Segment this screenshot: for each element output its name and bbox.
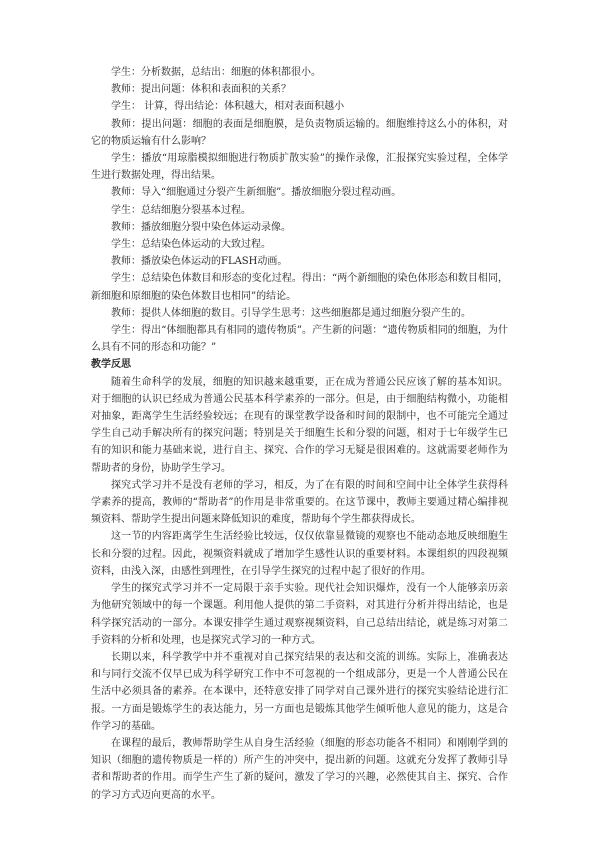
section-heading: 教学反思 bbox=[91, 359, 131, 371]
dialogue-line-13: 学生：得出“体细胞都具有相同的遗传物质”。产生新的问题：“遗传物质相同的细胞，为什么具有不同的形态和功能？” bbox=[91, 325, 508, 354]
reflection-paragraph: 随着生命科学的发展，细胞的知识越来越重要，正在成为普通公民应该了解的基本知识。对于细胞的认识已经成为普通公民基本科学素养的一部分。但是，由于细胞结构微小，功能相对抽象，距离学生生活经验较远；在现有的课堂教学设备和时间的限制中，也不可能完全通过学生自己动手解决所有的探究问题；特别是关于细胞生长和分裂的问题，相对于七年级学生已有的知识和能力基础来说，进行自主、探究、合作的学习无疑是很困难的。这就需要老师作为帮助者的身份，协助学生学习。 bbox=[91, 376, 508, 474]
dialogue-line-1: 学生：分析数据，总结出：细胞的体积都很小。 bbox=[111, 67, 321, 78]
dialogue-line-9: 学生：总结染色体运动的大致过程。 bbox=[111, 239, 271, 251]
dialogue-line-7: 学生：总结细胞分裂基本过程。 bbox=[111, 204, 251, 216]
dialogue-line-6: 教师：导入“细胞通过分裂产生新细胞”。播放细胞分裂过程动画。 bbox=[111, 187, 402, 199]
dialogue-line-3: 学生： 计算，得出结论：体积越大，相对表面积越小 bbox=[111, 101, 345, 113]
document-page bbox=[91, 64, 508, 804]
dialogue-line-12: 教师：提供人体细胞的数目。引导学生思考：这些细胞都是通过细胞分裂产生的。 bbox=[111, 307, 471, 319]
reflection-paragraph: 在课程的最后，教师帮助学生从自身生活经验（细胞的形态功能各不相同）和刚刚学到的知识（细胞的遗传物质是一样的）所产生的冲突中，提出新的问题。这就充分发挥了教师引导者和帮助者的作用。而学生产生了新的疑问，激发了学习的兴趣，必然使其自主、探究、合作的学习方式迈向更高的水平。 bbox=[91, 737, 508, 801]
reflection-paragraph: 这一节的内容距离学生生活经验比较远，仅仅依靠显微镜的观察也不能动态地反映细胞生长和分裂的过程。因此，视频资料就成了增加学生感性认识的重要材料。本课组织的四段视频资料，由浅入深，由感性到理性，在引导学生探究的过程中起了很好的作用。 bbox=[91, 531, 508, 577]
dialogue-line-4: 教师：提出问题：细胞的表面是细胞膜，是负责物质运输的。细胞维持这么小的体积，对它的物质运输有什么影响？ bbox=[91, 118, 508, 147]
dialogue-line-2: 教师：提出问题：体积和表面积的关系？ bbox=[111, 84, 291, 96]
reflection-paragraph: 学生的探究式学习并不一定局限于亲手实验。现代社会知识爆炸，没有一个人能够亲历亲为他研究领域中的每一个课题。利用他人提供的第二手资料，对其进行分析并得出结论，也是科学探究活动的一部分。本课安排学生通过观察视频资料，自己总结出结论，就是练习对第二手资料的分析和处理，也是探究式学习的一种方式。 bbox=[91, 583, 508, 646]
dialogue-line-11: 学生：总结染色体数目和形态的变化过程。得出：“两个新细胞的染色体形态和数目相同，新细胞和原细胞的染色体数目也相同”的结论。 bbox=[91, 273, 508, 302]
dialogue-line-10: 教师：播放染色体运动的FLASH动画。 bbox=[111, 256, 288, 268]
reflection-paragraph: 长期以来，科学教学中并不重视对自己探究结果的表达和交流的训练。实际上，准确表达和与同行交流不仅早已成为科学研究工作中不可忽视的一个组成部分，更是一个人普通公民在生活中必须具备的素养。在本课中，还特意安排了同学对自己课外进行的探究实验结论进行汇报。一方面是锻炼学生的表达能力，另一方面也是锻炼其他学生倾听他人意见的能力，这是合作学习的基础。 bbox=[91, 651, 508, 732]
dialogue-line-5: 学生：播放“用琼脂模拟细胞进行物质扩散实验”的操作录像，汇报探究实验过程，全体学生进行数据处理，得出结果。 bbox=[91, 153, 508, 182]
reflection-paragraph: 探究式学习并不是没有老师的学习，相反，为了在有限的时间和空间中让全体学生获得科学素养的提高，教师的“帮助者”的作用是非常重要的。在这节课中，教师主要通过精心编排视频资料、帮助学生提出问题来降低知识的难度，帮助每个学生都获得成长。 bbox=[91, 479, 508, 526]
dialogue-line-8: 教师：播放细胞分裂中染色体运动录像。 bbox=[111, 221, 291, 233]
